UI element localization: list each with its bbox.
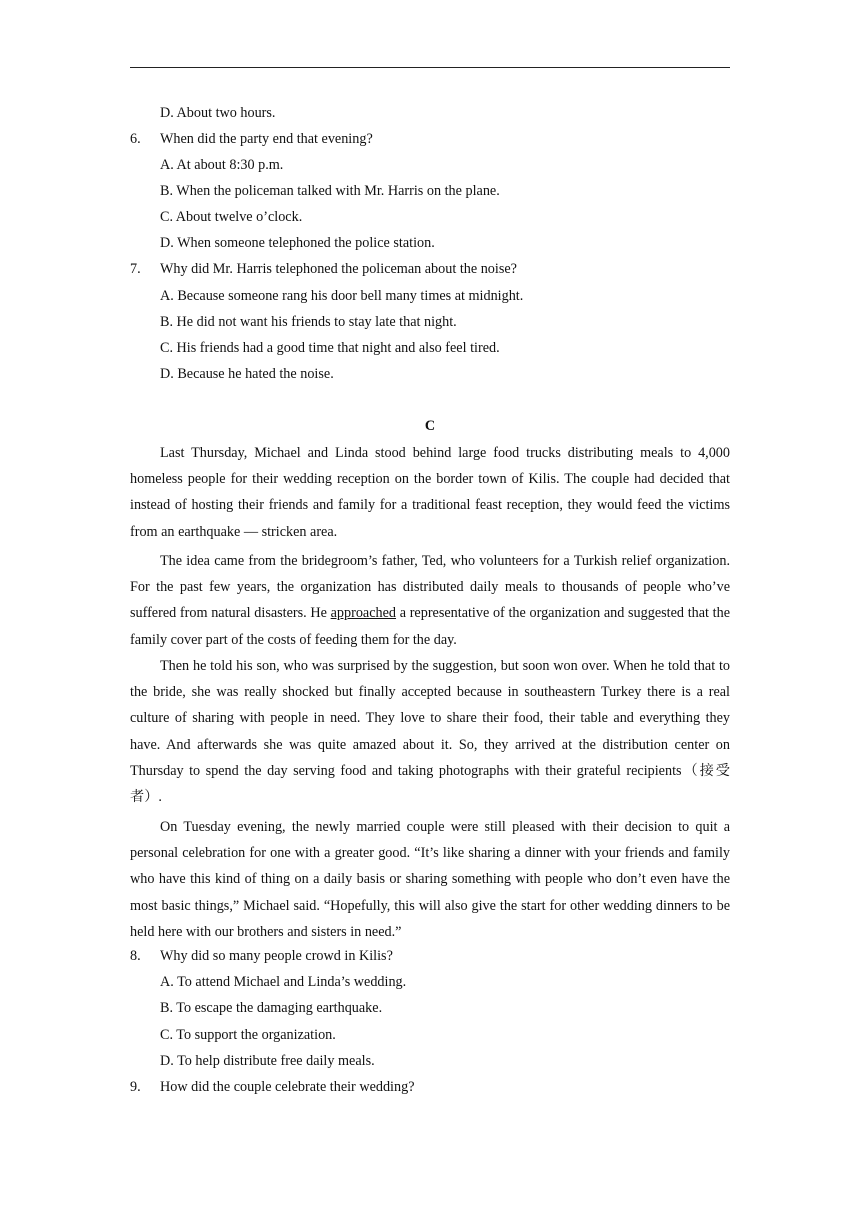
q7-option-a: A. Because someone rang his door bell many times at midnight.	[160, 288, 524, 304]
q6-option-b: B. When the policeman talked with Mr. Harris on the plane.	[160, 183, 500, 199]
passage-paragraph-1: Last Thursday, Michael and Linda stood behind large food trucks distributing meals to 4,000 homeless people for their wedding reception on the border town of Kilis. The couple had decided that instead of hosting their friends and family for a traditional feast reception, they would feed the victims from an earthquake — stricken area.	[130, 445, 730, 540]
passage-paragraph-2	[130, 548, 730, 653]
q7-option-d: D. Because he hated the noise.	[160, 366, 334, 382]
passage-paragraph-4: On Tuesday evening, the newly married couple were still pleased with their decision to quit a personal celebration for one with a greater good. “It’s like sharing a dinner with your friends and family who have this kind of thing on a daily basis or sharing something with people who don’t even have the most basic things,” Michael said. “Hopefully, this will also give the start for other wedding dinners to be held here with our brothers and sisters in need.”	[130, 819, 730, 940]
q5-option-d: D. About two hours.	[160, 105, 276, 121]
q8-option-d: D. To help distribute free daily meals.	[160, 1053, 375, 1069]
q6-number: 6.	[130, 131, 141, 147]
q7-number: 7.	[130, 261, 141, 277]
passage-paragraph-2-text-before: The idea came from the bridegroom’s father, Ted, who volunteers for a Turkish relief organization. For the past few years, the organization has distributed daily meals to thousands of people who’ve suffered from natural disasters. He	[130, 553, 730, 622]
q6-option-d: D. When someone telephoned the police station.	[160, 235, 435, 251]
q7-option-c: C. His friends had a good time that night and also feel tired.	[160, 340, 500, 356]
q8-option-b: B. To escape the damaging earthquake.	[160, 1000, 383, 1016]
header-rule	[130, 67, 730, 68]
q9-number: 9.	[130, 1079, 141, 1095]
q9-text: How did the couple celebrate their wedding?	[160, 1079, 415, 1095]
q8-number: 8.	[130, 948, 141, 964]
q6-option-c: C. About twelve o’clock.	[160, 209, 303, 225]
passage-paragraph-3: Then he told his son, who was surprised by the suggestion, but soon won over. When he told that to the bride, she was really shocked but finally accepted because in southeastern Turkey there is a real culture of sharing with people in need. They love to share their food, their table and everything they have. And afterwards she was quite amazed about it. So, they arrived at the distribution center on Thursday to spend the day serving food and taking photographs with their grateful recipients（接受者）.	[130, 658, 730, 806]
q8-option-c: C. To support the organization.	[160, 1027, 336, 1043]
q6-text: When did the party end that evening?	[160, 131, 373, 147]
section-heading: C	[424, 418, 436, 434]
underlined-word: approached	[330, 605, 397, 622]
q8-text: Why did so many people crowd in Kilis?	[160, 948, 393, 964]
q6-option-a: A. At about 8:30 p.m.	[160, 157, 284, 173]
q7-option-b: B. He did not want his friends to stay late that night.	[160, 314, 457, 330]
q8-option-a: A. To attend Michael and Linda’s wedding.	[160, 974, 407, 990]
q7-text: Why did Mr. Harris telephoned the policeman about the noise?	[160, 261, 517, 277]
passage-paragraph-2-text-after: a representative of the organization and suggested that the family cover part of the costs of feeding them for the day.	[130, 605, 730, 648]
